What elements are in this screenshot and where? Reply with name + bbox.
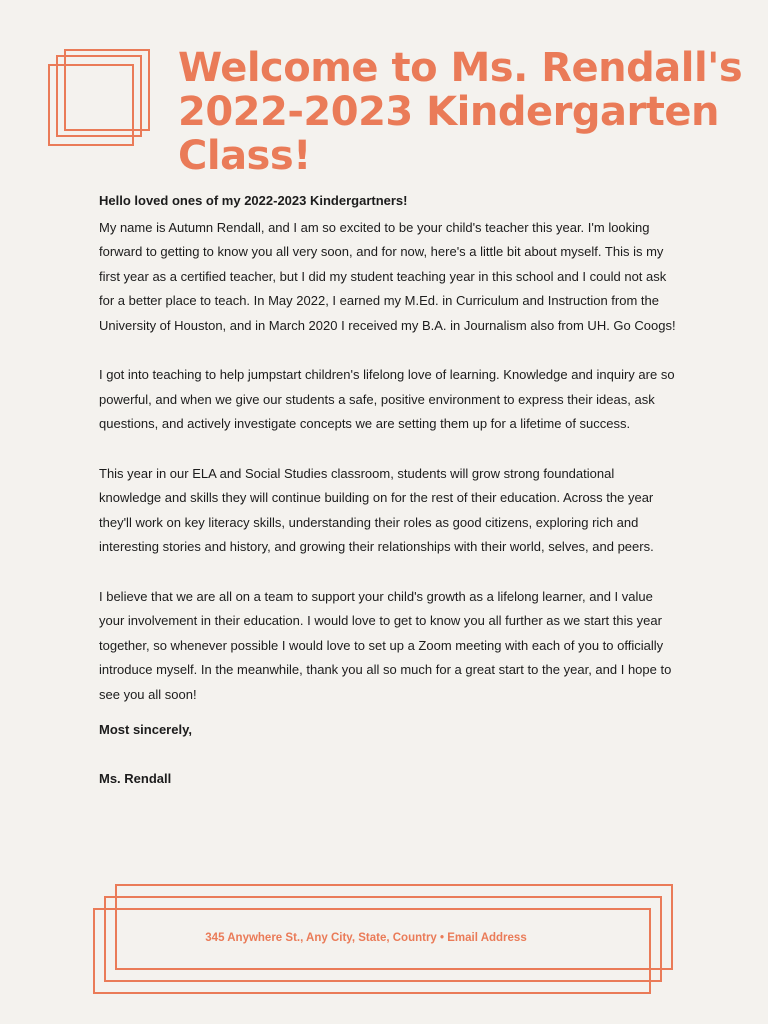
letter-paragraph: This year in our ELA and Social Studies classroom, students will grow strong foundational knowledge and skills they will continue building on for the rest of their education. Across the year they'll work on key literacy skills, understanding their roles as good citizens, exploring rich and interesting stories and history, and growing their relationships with their world, selves, and peers. bbox=[99, 465, 654, 555]
footer-frame bbox=[93, 908, 651, 994]
title-line: Welcome to Ms. Rendall's bbox=[178, 45, 743, 91]
letter-paragraph: I believe that we are all on a team to support your child's growth as a lifelong learner, and I value your involvement in their education. I would love to get to know you all further as we start this year together, so whenever possible I would love to set up a Zoom meeting with each of you to officially introduce myself. In the meanwhile, thank you all so much for a great start to the year, and I hope to see you all soon! bbox=[99, 588, 672, 702]
letter-signature: Ms. Rendall bbox=[99, 771, 172, 787]
letter-paragraph: I got into teaching to help jumpstart children's lifelong love of learning. Knowledge and inquiry are so powerful, and when we give our students a safe, positive environment to express their ideas, ask questions, and actively investigate concepts we are setting them up for a lifetime of success. bbox=[99, 367, 675, 432]
footer-contact: 345 Anywhere St., Any City, State, Country • Email Address bbox=[205, 932, 527, 944]
header-frame-square bbox=[64, 49, 150, 131]
letter-paragraph: My name is Autumn Rendall, and I am so excited to be your child's teacher this year. I'm looking forward to getting to know you all very soon, and for now, here's a little bit about myself. This is my first year as a certified teacher, but I did my student teaching year in this school and I could not ask for a better place to teach. In May 2022, I earned my M.Ed. in Curriculum and Instruction from the University of Houston, and in March 2020 I received my B.A. in Journalism also from UH. Go Coogs! bbox=[99, 219, 676, 333]
title-line: Class! bbox=[178, 133, 311, 179]
page-title bbox=[178, 46, 758, 178]
letter-greeting: Hello loved ones of my 2022-2023 Kindergartners! bbox=[99, 193, 408, 208]
letter-body bbox=[99, 189, 679, 792]
title-line: 2022-2023 Kindergarten bbox=[178, 89, 719, 135]
letter-closing: Most sincerely, bbox=[99, 722, 192, 738]
